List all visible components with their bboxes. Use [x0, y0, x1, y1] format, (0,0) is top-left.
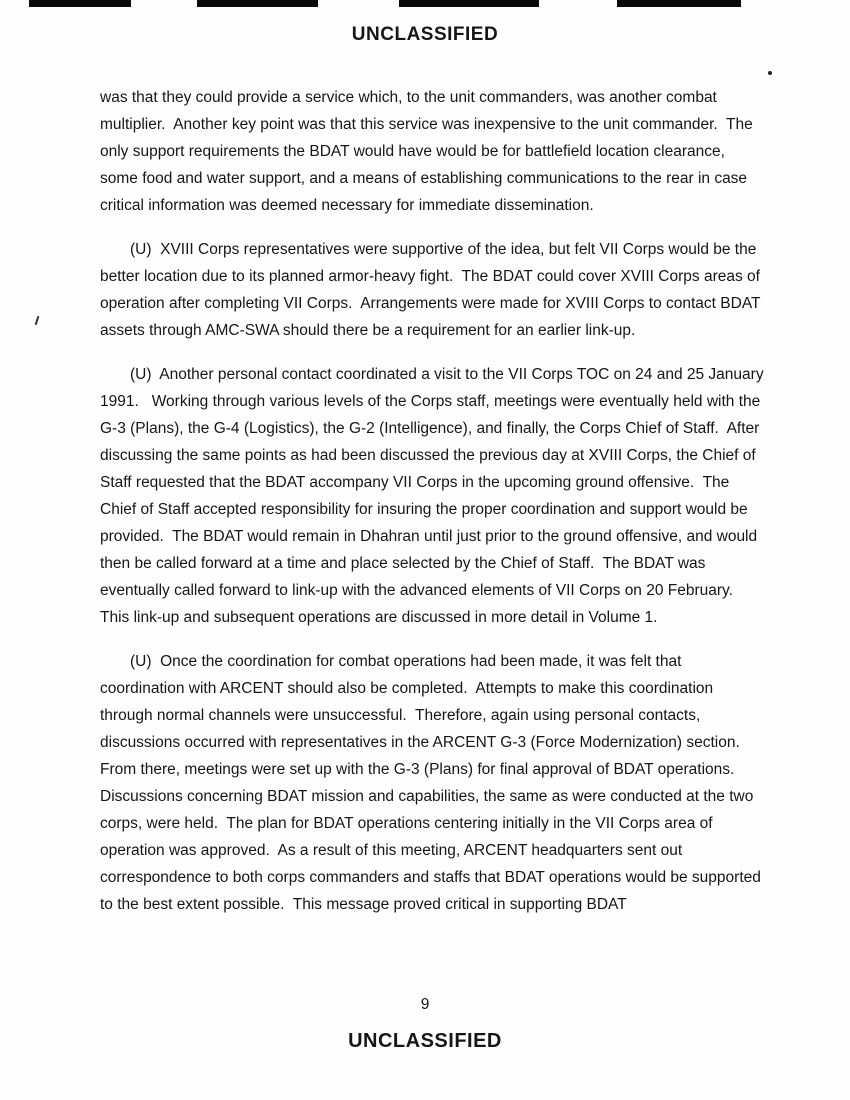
classification-header: UNCLASSIFIED [351, 24, 499, 45]
scan-artifact-bar [399, 0, 539, 7]
paragraph-continuation: was that they could provide a service which, to the unit commanders, was another combat multiplier. Another key point was that this service was inexpensive to the unit commander. The only support requirements the BDAT would have would be for battlefield location clearance, some food and water support, and a means of establishing communications to the rear in case critical information was deemed necessary for immediate dissemination. [100, 89, 758, 214]
scan-artifact-speck [35, 316, 40, 325]
classification-footer: UNCLASSIFIED [348, 1030, 502, 1052]
document-body [100, 84, 768, 935]
scan-artifact-bar [197, 0, 318, 7]
paragraph-xviii-corps: (U) XVIII Corps representatives were supportive of the idea, but felt VII Corps would be the better location due to its planned armor-heavy fight. The BDAT could cover XVIII Corps areas of operation after completing VII Corps. Arrangements were made for XVIII Corps to contact BDAT assets through AMC-SWA should there be a requirement for an earlier link-up. [100, 241, 765, 339]
paragraph-arcent-coordination: (U) Once the coordination for combat operations had been made, it was felt that coordination with ARCENT should also be completed. Attempts to make this coordination through normal channels were unsuccessful. Therefore, again using personal contacts, discussions occurred with representatives in the ARCENT G-3 (Force Modernization) section. From there, meetings were set up with the G-3 (Plans) for final approval of BDAT operations. Discussions concerning BDAT mission and capabilities, the same as were conducted at the two corps, were held. The plan for BDAT operations centering initially in the VII Corps area of operation was approved. As a result of this meeting, ARCENT headquarters sent out correspondence to both corps commanders and staffs that BDAT operations would be supported to the best extent possible. This message proved critical in supporting BDAT [100, 653, 766, 913]
scan-artifact-bar [29, 0, 131, 7]
scan-artifact-speck [768, 71, 772, 75]
paragraph-vii-corps-toc: (U) Another personal contact coordinated a visit to the VII Corps TOC on 24 and 25 January 1991. Working through various levels of the Corps staff, meetings were eventually held with the G-3 (Plans), the G-4 (Logistics), the G-2 (Intelligence), and finally, the Corps Chief of Staff. After discussing the same points as had been discussed the previous day at XVIII Corps, the Chief of Staff requested that the BDAT accompany VII Corps in the upcoming ground offensive. The Chief of Staff accepted responsibility for insuring the proper coordination and support would be provided. The BDAT would remain in Dhahran until just prior to the ground offensive, and would then be called forward at a time and place selected by the Chief of Staff. The BDAT was eventually called forward to link-up with the advanced elements of VII Corps on 20 February. This link-up and subsequent operations are discussed in more detail in Volume 1. [100, 366, 768, 626]
scan-artifact-bar [617, 0, 741, 7]
page-number: 9 [420, 996, 430, 1013]
